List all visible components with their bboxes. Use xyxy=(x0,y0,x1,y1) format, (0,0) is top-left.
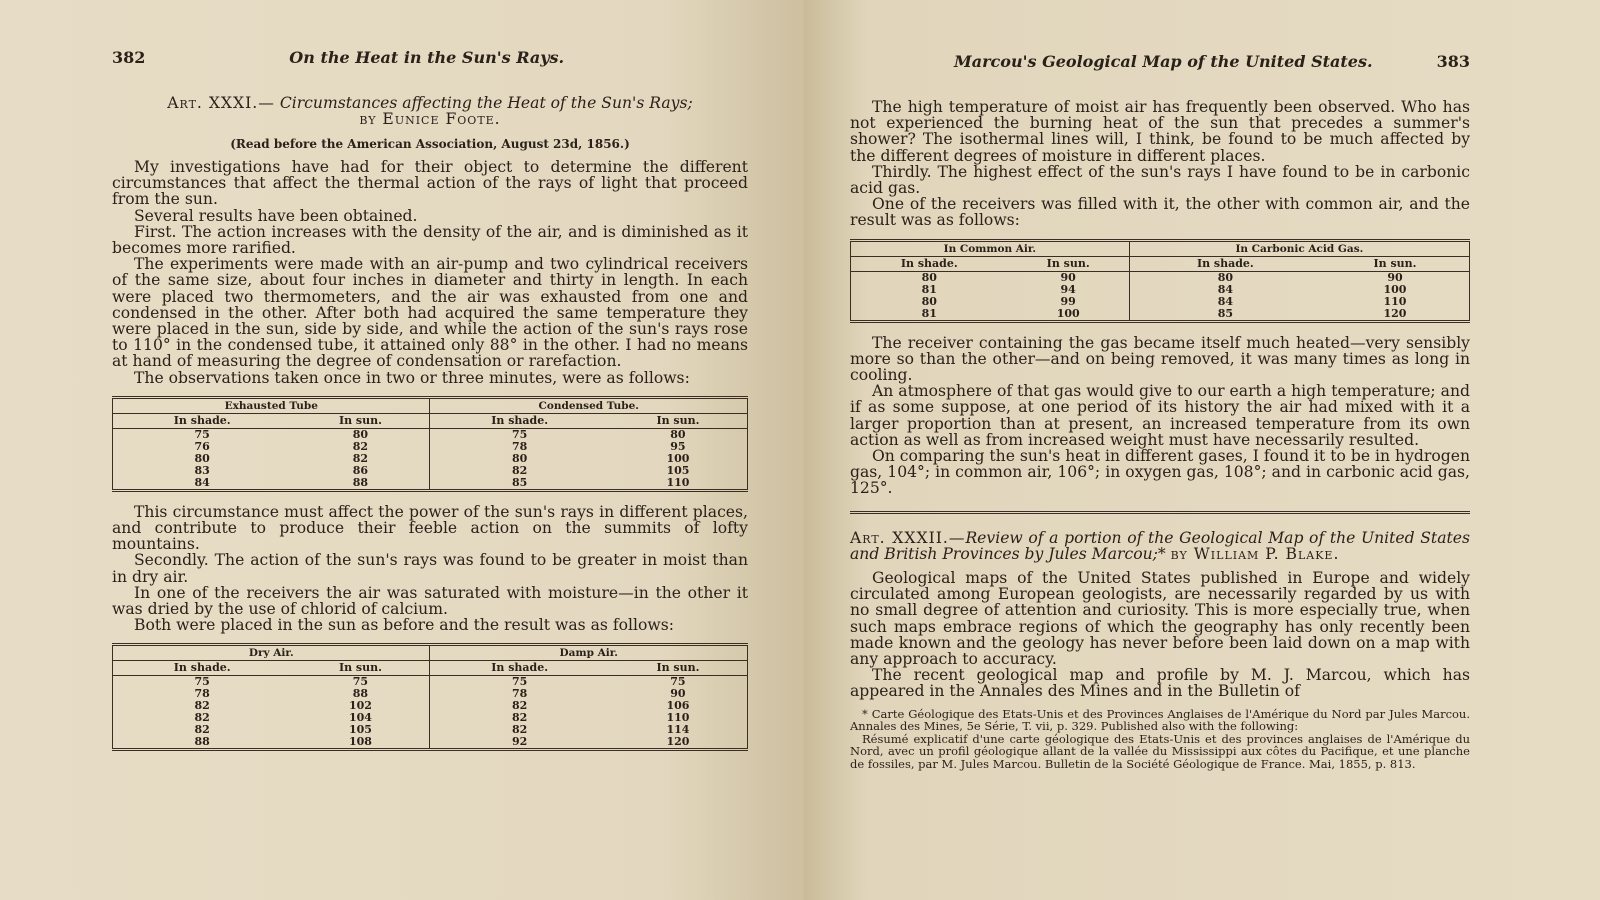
column-header: In sun. xyxy=(609,413,748,428)
cell: 102 xyxy=(348,699,372,713)
cell: 88 xyxy=(352,687,369,701)
article-2-byline: by William P. Blake. xyxy=(1170,544,1340,563)
cell: 81 xyxy=(921,306,937,320)
cell: 100 xyxy=(1056,306,1080,320)
cell: 90 xyxy=(670,687,686,701)
cell: 85 xyxy=(1129,308,1321,322)
cell: 85 xyxy=(430,477,609,491)
left-page-number: 382 xyxy=(112,48,146,67)
cell: 80 xyxy=(1129,271,1321,284)
column-header: In sun. xyxy=(1321,256,1470,271)
cell: 75 xyxy=(352,675,369,689)
cell: 100 xyxy=(1383,282,1407,296)
footnotes xyxy=(850,708,1470,771)
cell: 82 xyxy=(194,723,210,737)
table-row xyxy=(113,477,748,491)
table-row xyxy=(851,284,1470,296)
table-row xyxy=(851,271,1470,284)
section-divider xyxy=(850,511,1470,514)
table-group-header: Damp Air. xyxy=(430,645,748,661)
right-page xyxy=(804,0,1600,900)
cell: 78 xyxy=(430,441,609,453)
paragraph: The recent geological map and profile by M. J. Marcou, which has appeared in the Annales des Mines and in the Bulletin of xyxy=(850,666,1470,701)
paragraph: Both were placed in the sun as before and the result was as follows: xyxy=(134,616,674,635)
column-header: In shade. xyxy=(113,661,292,676)
cell: 78 xyxy=(194,687,210,701)
column-header: In shade. xyxy=(430,661,609,676)
table-group-header: In Common Air. xyxy=(851,240,1130,256)
cell: 95 xyxy=(670,439,686,453)
cell: 76 xyxy=(194,439,210,453)
cell: 75 xyxy=(670,675,686,689)
column-header: In sun. xyxy=(609,661,748,676)
cell: 82 xyxy=(194,699,210,713)
cell: 90 xyxy=(1387,270,1403,284)
cell: 84 xyxy=(1129,296,1321,308)
paragraph: Several results have been obtained. xyxy=(134,206,418,225)
paragraph: The observations taken once in two or three minutes, were as follows: xyxy=(134,368,690,387)
cell: 99 xyxy=(1060,294,1076,308)
cell: 82 xyxy=(430,712,609,724)
cell: 114 xyxy=(666,723,690,737)
left-page-header xyxy=(112,48,748,67)
cell: 84 xyxy=(1129,284,1321,296)
paragraph: One of the receivers was filled with it, the other with common air, and the result was as follows: xyxy=(850,195,1470,230)
cell: 82 xyxy=(352,451,369,465)
table-group-header: Dry Air. xyxy=(113,645,430,661)
cell: 105 xyxy=(348,723,372,737)
table-row xyxy=(851,296,1470,308)
column-header: In shade. xyxy=(851,256,1008,271)
cell: 80 xyxy=(430,453,609,465)
cell: 82 xyxy=(430,724,609,736)
cell: 110 xyxy=(666,711,690,725)
cell: 75 xyxy=(194,427,210,441)
column-header: In sun. xyxy=(291,413,430,428)
article-2-number: Art. XXXII.— xyxy=(850,528,966,547)
table-row xyxy=(113,736,748,750)
paragraph: First. The action increases with the density of the air, and is diminished as it becomes more rarified. xyxy=(112,222,748,258)
column-header: In shade. xyxy=(1129,256,1321,271)
column-header: In shade. xyxy=(430,413,609,428)
cell: 80 xyxy=(194,451,210,465)
cell: 82 xyxy=(352,439,369,453)
right-running-title: Marcou's Geological Map of the United States. xyxy=(954,52,1373,71)
cell: 82 xyxy=(194,711,210,725)
article-heading xyxy=(112,95,748,127)
table-common-carbonic xyxy=(850,239,1470,323)
cell: 110 xyxy=(666,475,690,489)
paragraph: An atmosphere of that gas would give to our earth a high temperature; and if as some suppose, at one period of its history the air had mixed with it a larger proportion than at present, an increased temperature from its own action as well as from increased weight must have necessarily resulted. xyxy=(850,382,1470,449)
table-row xyxy=(851,308,1470,322)
cell: 86 xyxy=(352,463,369,477)
cell: 83 xyxy=(194,463,210,477)
paragraph: My investigations have had for their object to determine the different circumstances that affect the thermal action of the rays of light that proceed from the sun. xyxy=(112,158,748,209)
paragraph: The experiments were made with an air-pump and two cylindrical receivers of the same size, about four inches in diameter and thirty in length. In each were placed two thermometers, and the air was exhausted from one and condensed in the other. After both had acquired the same temperature they were placed in the sun, side by side, and while the action of the sun's rays rose to 110° in the condensed tube, it attained only 88° in the other. I had no means at hand of measuring the degree of condensation or rarefaction. xyxy=(112,255,748,371)
cell: 92 xyxy=(430,736,609,750)
cell: 108 xyxy=(348,735,372,749)
cell: 81 xyxy=(921,282,937,296)
left-running-title: On the Heat in the Sun's Rays. xyxy=(289,48,565,67)
cell: 94 xyxy=(1060,282,1076,296)
table-group-header: In Carbonic Acid Gas. xyxy=(1129,240,1469,256)
paragraph: Secondly. The action of the sun's rays was found to be greater in moist than in dry air. xyxy=(112,551,748,586)
cell: 100 xyxy=(666,451,690,465)
paragraph: This circumstance must affect the power of the sun's rays in different places, and contribute to produce their feeble action on the summits of lofty mountains. xyxy=(112,502,748,554)
table-group-header: Condensed Tube. xyxy=(430,397,748,413)
cell: 90 xyxy=(1060,270,1076,284)
cell: 82 xyxy=(430,465,609,477)
cell: 110 xyxy=(1383,294,1407,308)
article-2-title: Review of a portion of the Geological Map of the United States and British Provinces by Jules Marcou;* xyxy=(850,528,1470,563)
right-page-number: 383 xyxy=(1436,52,1470,71)
cell: 78 xyxy=(430,688,609,700)
cell: 104 xyxy=(348,711,372,725)
table-dry-damp xyxy=(112,643,748,751)
paragraph: On comparing the sun's heat in different gases, I found it to be in hydrogen gas, 104°; in common air, 106°; in oxygen gas, 108°; and in carbonic acid gas, 125°. xyxy=(850,447,1470,498)
table-exhausted-condensed xyxy=(112,396,748,492)
table-row xyxy=(113,428,748,441)
cell: 75 xyxy=(430,676,609,689)
cell: 106 xyxy=(666,699,690,713)
cell: 75 xyxy=(194,675,210,689)
paragraph: The high temperature of moist air has frequently been observed. Who has not experienced the burning heat of the sun that precedes a summer's shower? The isothermal lines will, I think, be found to be much affected by the different degrees of moisture in different places. xyxy=(850,98,1470,165)
paragraph: Thirdly. The highest effect of the sun's rays I have found to be in carbonic acid gas. xyxy=(850,162,1470,198)
footnote: Résumé explicatif d'une carte géologique des Etats-Unis et des provinces anglaises de l'Amérique du Nord, avec un profil géologique allant de la vallée du Mississippi aux côtes du Pacifique, et une planche de fossiles, par M. Jules Marcou. Bulletin de la Société Géologique de France. Mai, 1855, p. 813. xyxy=(850,731,1470,771)
article-number: Art. XXXI.— xyxy=(167,94,275,112)
cell: 80 xyxy=(352,427,369,441)
footnote: * Carte Géologique des Etats-Unis et des Provinces Anglaises de l'Amérique du Nord par Jules Marcou. Annales des Mines, 5e Série, T. vii, p. 329. Published also with the following: xyxy=(850,706,1470,734)
cell: 75 xyxy=(430,428,609,441)
cell: 120 xyxy=(1383,306,1407,320)
article-byline: by Eunice Foote. xyxy=(359,110,501,128)
cell: 80 xyxy=(921,294,937,308)
cell: 84 xyxy=(194,475,210,489)
cell: 80 xyxy=(921,270,937,284)
cell: 80 xyxy=(670,427,686,441)
column-header: In shade. xyxy=(113,413,292,428)
column-header: In sun. xyxy=(1008,256,1130,271)
article-title: Circumstances affecting the Heat of the Sun's Rays; xyxy=(279,94,693,112)
cell: 105 xyxy=(666,463,690,477)
paragraph: The receiver containing the gas became itself much heated—very sensibly more so than the other—and on being removed, it was many times as long in cooling. xyxy=(850,333,1470,385)
cell: 120 xyxy=(666,735,690,749)
paragraph: Geological maps of the United States published in Europe and widely circulated among European geologists, are necessarily regarded by us with no small degree of attention and curiosity. This is more especially true, when such maps embrace regions of which the geography has only recently been made known and the geology has never before been laid down on a map with any approach to accuracy. xyxy=(850,569,1470,669)
article-2-heading xyxy=(850,530,1470,562)
table-group-header: Exhausted Tube xyxy=(113,397,430,413)
cell: 82 xyxy=(430,700,609,712)
paragraph: In one of the receivers the air was saturated with moisture—in the other it was dried by the use of chlorid of calcium. xyxy=(112,583,748,619)
cell: 88 xyxy=(194,735,210,749)
column-header: In sun. xyxy=(291,661,430,676)
right-page-header xyxy=(850,52,1470,71)
cell: 88 xyxy=(352,475,369,489)
read-note: (Read before the American Association, August 23d, 1856.) xyxy=(230,137,630,151)
